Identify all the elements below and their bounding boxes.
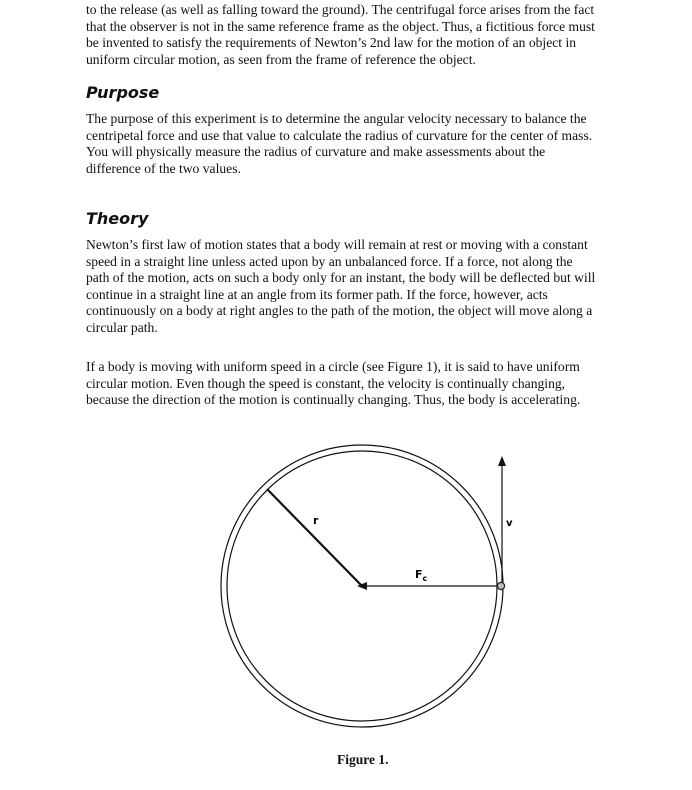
purpose-heading: Purpose	[86, 83, 160, 102]
text-line: because the direction of the motion is continually changing. Thus, the body is accelerating.	[86, 392, 581, 408]
radius-line	[267, 489, 362, 586]
force-label	[415, 568, 428, 583]
text-line: be invented to satisfy the requirements of Newton’s 2nd law for the motion of an object in	[86, 35, 577, 51]
text-line: Newton’s first law of motion states that a body will remain at rest or moving with a constant	[86, 237, 588, 252]
text-line: difference of the two values.	[86, 160, 241, 176]
text-line: continue in a straight line at an angle from its former path. If the force, however, acts	[86, 286, 548, 302]
text-line: to the release (as well as falling toward the ground). The centrifugal force arises from the fact	[86, 2, 595, 17]
text-line: You will physically measure the radius of curvature and make assessments about the	[86, 144, 546, 160]
text-line: circular motion. Even though the speed is constant, the velocity is continually changing,	[86, 375, 566, 391]
text-line: continuously on a body at right angles to the path of the motion, the object will move along a	[86, 303, 593, 319]
figure-caption: Figure 1.	[337, 752, 389, 767]
radius-label: r	[313, 514, 319, 527]
text-line: The purpose of this experiment is to determine the angular velocity necessary to balance the	[86, 111, 587, 126]
text-line: centripetal force and use that value to calculate the radius of curvature for the center of mass.	[86, 127, 593, 143]
text-line: If a body is moving with uniform speed in a circle (see Figure 1), it is said to have uniform	[86, 359, 580, 374]
text-line: uniform circular motion, as seen from the frame of reference the object.	[86, 51, 476, 67]
force-label-main: F	[415, 568, 423, 581]
text-line: that the observer is not in the same reference frame as the object. Thus, a fictitious force must	[86, 18, 595, 34]
text-line: speed in a straight line unless acted upon by an unbalanced force. If a force, not along the	[86, 253, 573, 269]
text-line: path of the motion, acts on such a body only for an instant, the body will be deflected but will	[86, 270, 596, 286]
body-point	[497, 582, 504, 589]
theory-heading: Theory	[86, 209, 149, 228]
force-label-subscript: c	[422, 574, 428, 583]
text-line: circular path.	[86, 319, 158, 335]
velocity-arrowhead	[498, 456, 506, 466]
velocity-label: v	[506, 518, 513, 529]
